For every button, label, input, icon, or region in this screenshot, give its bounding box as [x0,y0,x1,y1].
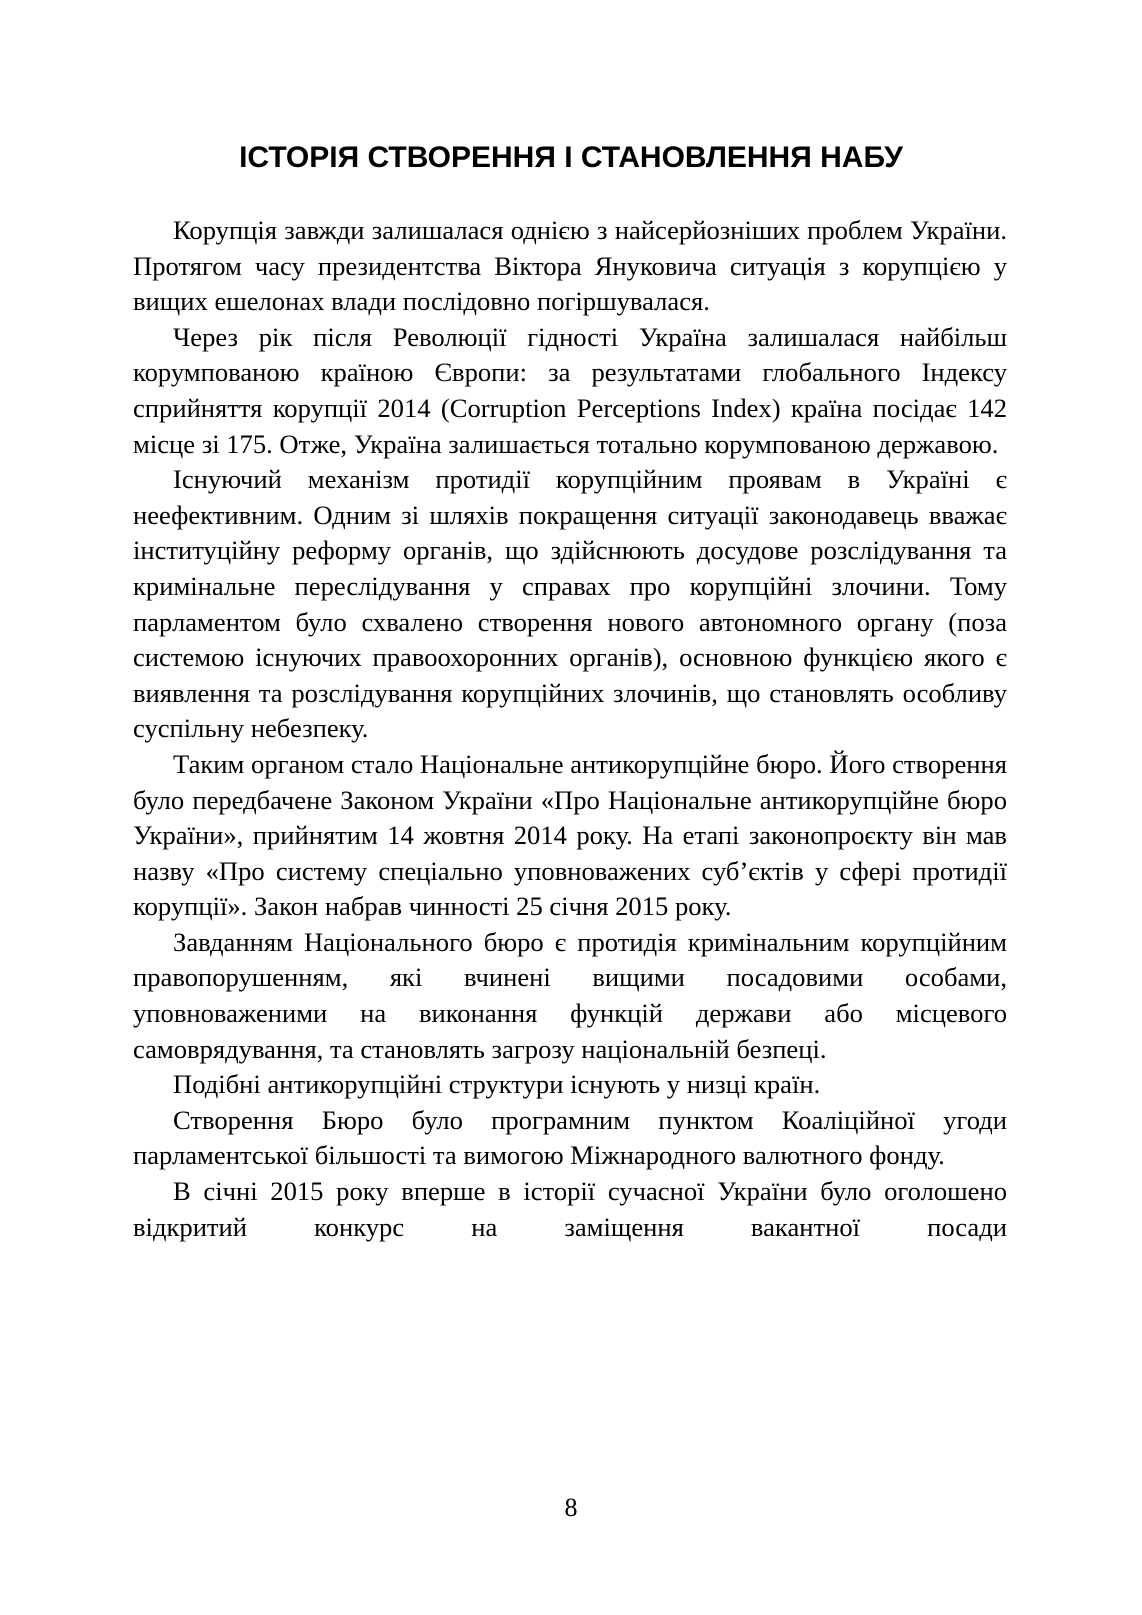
paragraph: Через рік після Революції гідності Україна залишалася найбільш корумпованою країною Європи: за результатами глобального Індексу сприйняття корупції 2014 (Corruption Perceptions Index) країна посідає 142 місце зі 175. Отже, Україна залишається тотально корумпованою державою. [133,321,1007,459]
paragraph: В січні 2015 року вперше в історії сучасної України було оголошено відкритий конкурс на заміщення вакантної посади [133,1176,1007,1242]
page-number: 8 [564,1493,578,1522]
paragraph: Корупція завжди залишалася однією з найсерйозніших проблем України. Протягом часу президентства Віктора Януковича ситуація з корупцією у вищих ешелонах влади послідовно погіршувалася. [133,215,1007,317]
paragraph: Існуючий механізм протидії корупційним проявам в Україні є неефективним. Одним зі шляхів покращення ситуації законодавець вважає інституційну реформу органів, що здійснюють досудове розслідування та кримінальне переслідування у справах про корупційні злочини. Тому парламентом було схвалено створення нового автономного органу (поза системою існуючих правоохоронних органів), основною функцією якого є виявлення та розслідування корупційних злочинів, що становлять особливу суспільну небезпеку. [133,464,1007,744]
paragraph: Завданням Національного бюро є протидія кримінальним корупційним правопорушенням, які вчинені вищими посадовими особами, уповноваженими на виконання функцій держави або місцевого самоврядування, та становлять загрозу національній безпеці. [133,926,1007,1064]
page-title: ІСТОРІЯ СТВОРЕННЯ І СТАНОВЛЕННЯ НАБУ [239,141,903,174]
paragraph: Подібні антикорупційні структури існують у низці країн. [173,1069,821,1100]
paragraph: Створення Бюро було програмним пунктом Коаліційної угоди парламентської більшості та вимогою Міжнародного валютного фонду. [133,1104,1007,1171]
document-body [133,213,1007,1245]
paragraph: Таким органом стало Національне антикорупційне бюро. Його створення було передбачене Законом України «Про Національне антикорупційне бюро України», прийнятим 14 жовтня 2014 року. На етапі законопроєкту він мав назву «Про систему спеціально уповноважених суб’єктів у сфері протидії корупції». Закон набрав чинності 25 січня 2015 року. [133,748,1007,922]
